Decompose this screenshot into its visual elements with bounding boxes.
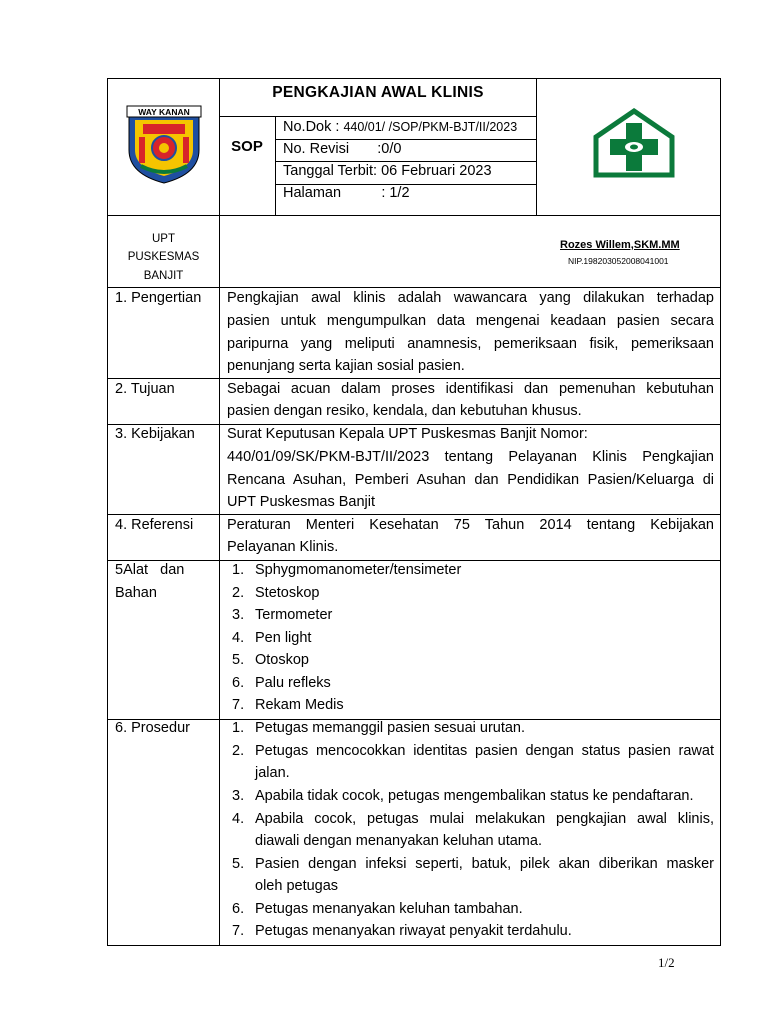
pengertian-line: pasien untuk mengumpulkan data mengenai keadaan pasien secara (227, 313, 714, 329)
kebijakan-line: Rencana Asuhan, Pemberi Asuhan dan Pendidikan Pasien/Keluarga di (227, 472, 714, 488)
list-item-continued: jalan. (255, 765, 290, 781)
org-line-banjit: BANJIT (143, 270, 184, 282)
document-title: PENGKAJIAN AWAL KLINIS (272, 84, 484, 101)
section-label-tujuan: 2. Tujuan (115, 381, 175, 397)
table-border-left (107, 78, 108, 946)
tujuan-line: Sebagai acuan dalam proses identifikasi dan pemenuhan kebutuhan (227, 381, 714, 397)
pengertian-line: Pengkajian awal klinis adalah wawancara yang dilakukan terhadap (227, 290, 714, 306)
no-revisi: No. Revisi :0/0 (283, 141, 402, 157)
no-dok-label: No.Dok : (283, 119, 340, 135)
divider (219, 78, 220, 946)
divider (107, 215, 721, 216)
kebijakan-line: Surat Keputusan Kepala UPT Puskesmas Banjit Nomor: (227, 426, 588, 442)
page-number: 1/2 (658, 955, 675, 970)
org-line-upt: UPT (152, 233, 175, 245)
section-label-kebijakan: 3. Kebijakan (115, 426, 195, 442)
list-number: 2. (232, 585, 245, 601)
list-number: 4. (232, 630, 245, 646)
list-number: 5. (232, 856, 245, 872)
list-item: Palu refleks (255, 675, 331, 691)
list-number: 1. (232, 562, 245, 578)
divider (275, 116, 276, 215)
list-item-continued: diawali dengan menanyakan keluhan utama. (255, 833, 542, 849)
list-item: Otoskop (255, 652, 309, 668)
list-item: Apabila cocok, petugas mulai melakukan pengkajian awal klinis, (255, 811, 714, 827)
referensi-line: Pelayanan Klinis. (227, 539, 339, 555)
list-item: Stetoskop (255, 585, 320, 601)
list-item: Pasien dengan infeksi seperti, batuk, pilek akan diberikan masker (255, 856, 714, 872)
no-dok-value: 440/01/ /SOP/PKM-BJT/II/2023 (343, 120, 518, 134)
divider (536, 78, 537, 216)
no-dok-row (283, 117, 517, 137)
list-item: Termometer (255, 607, 333, 623)
section-label-referensi: 4. Referensi (115, 517, 194, 533)
halaman: Halaman : 1/2 (283, 185, 410, 201)
sop-label: SOP (231, 138, 263, 155)
list-number: 6. (232, 901, 245, 917)
table-border-right (720, 78, 721, 946)
list-item: Pen light (255, 630, 312, 646)
list-item: Petugas memanggil pasien sesuai urutan. (255, 720, 526, 736)
list-number: 1. (232, 720, 245, 736)
pengertian-line: penunjang serta kajian sosial pasien. (227, 358, 465, 374)
list-item: Petugas menanyakan keluhan tambahan. (255, 901, 523, 917)
org-line-puskesmas: PUSKESMAS (127, 251, 200, 263)
kebijakan-line: UPT Puskesmas Banjit (227, 494, 376, 510)
section-label-pengertian: 1. Pengertian (115, 290, 202, 306)
list-number: 3. (232, 788, 245, 804)
list-item: Sphygmomanometer/tensimeter (255, 562, 462, 578)
list-item: Apabila tidak cocok, petugas mengembalikan status ke pendaftaran. (255, 788, 694, 804)
way-kanan-logo (125, 104, 203, 184)
list-item: Petugas menanyakan riwayat penyakit terdahulu. (255, 923, 572, 939)
list-number: 6. (232, 675, 245, 691)
section-label-alat: 5Alat dan (115, 562, 185, 578)
pengertian-line: paripurna yang meliputi anamnesis, pemeriksaan fisik, pemeriksaan (227, 336, 714, 352)
list-number: 7. (232, 697, 245, 713)
referensi-line: Peraturan Menteri Kesehatan 75 Tahun 2014 tentang Kebijakan (227, 517, 714, 533)
list-number: 4. (232, 811, 245, 827)
tujuan-line: pasien dengan resiko, kendala, dan kebutuhan khusus. (227, 403, 582, 419)
table-border-bottom (107, 945, 721, 946)
signer-name: Rozes Willem,SKM.MM (560, 239, 680, 251)
puskesmas-logo (590, 105, 678, 185)
list-item: Petugas mencocokkan identitas pasien dengan status pasien rawat (255, 743, 714, 759)
section-label-bahan: Bahan (115, 585, 157, 601)
logo-text: WAY KANAN (138, 107, 190, 117)
kebijakan-line: 440/01/09/SK/PKM-BJT/II/2023 tentang Pelayanan Klinis Pengkajian (227, 449, 714, 465)
table-border-top (107, 78, 721, 79)
tanggal-terbit: Tanggal Terbit: 06 Februari 2023 (283, 163, 492, 179)
list-number: 7. (232, 923, 245, 939)
list-number: 2. (232, 743, 245, 759)
list-number: 5. (232, 652, 245, 668)
signer-nip: NIP.198203052008041001 (568, 256, 669, 266)
list-item-continued: oleh petugas (255, 878, 339, 894)
list-item: Rekam Medis (255, 697, 344, 713)
list-number: 3. (232, 607, 245, 623)
section-label-prosedur: 6. Prosedur (115, 720, 190, 736)
